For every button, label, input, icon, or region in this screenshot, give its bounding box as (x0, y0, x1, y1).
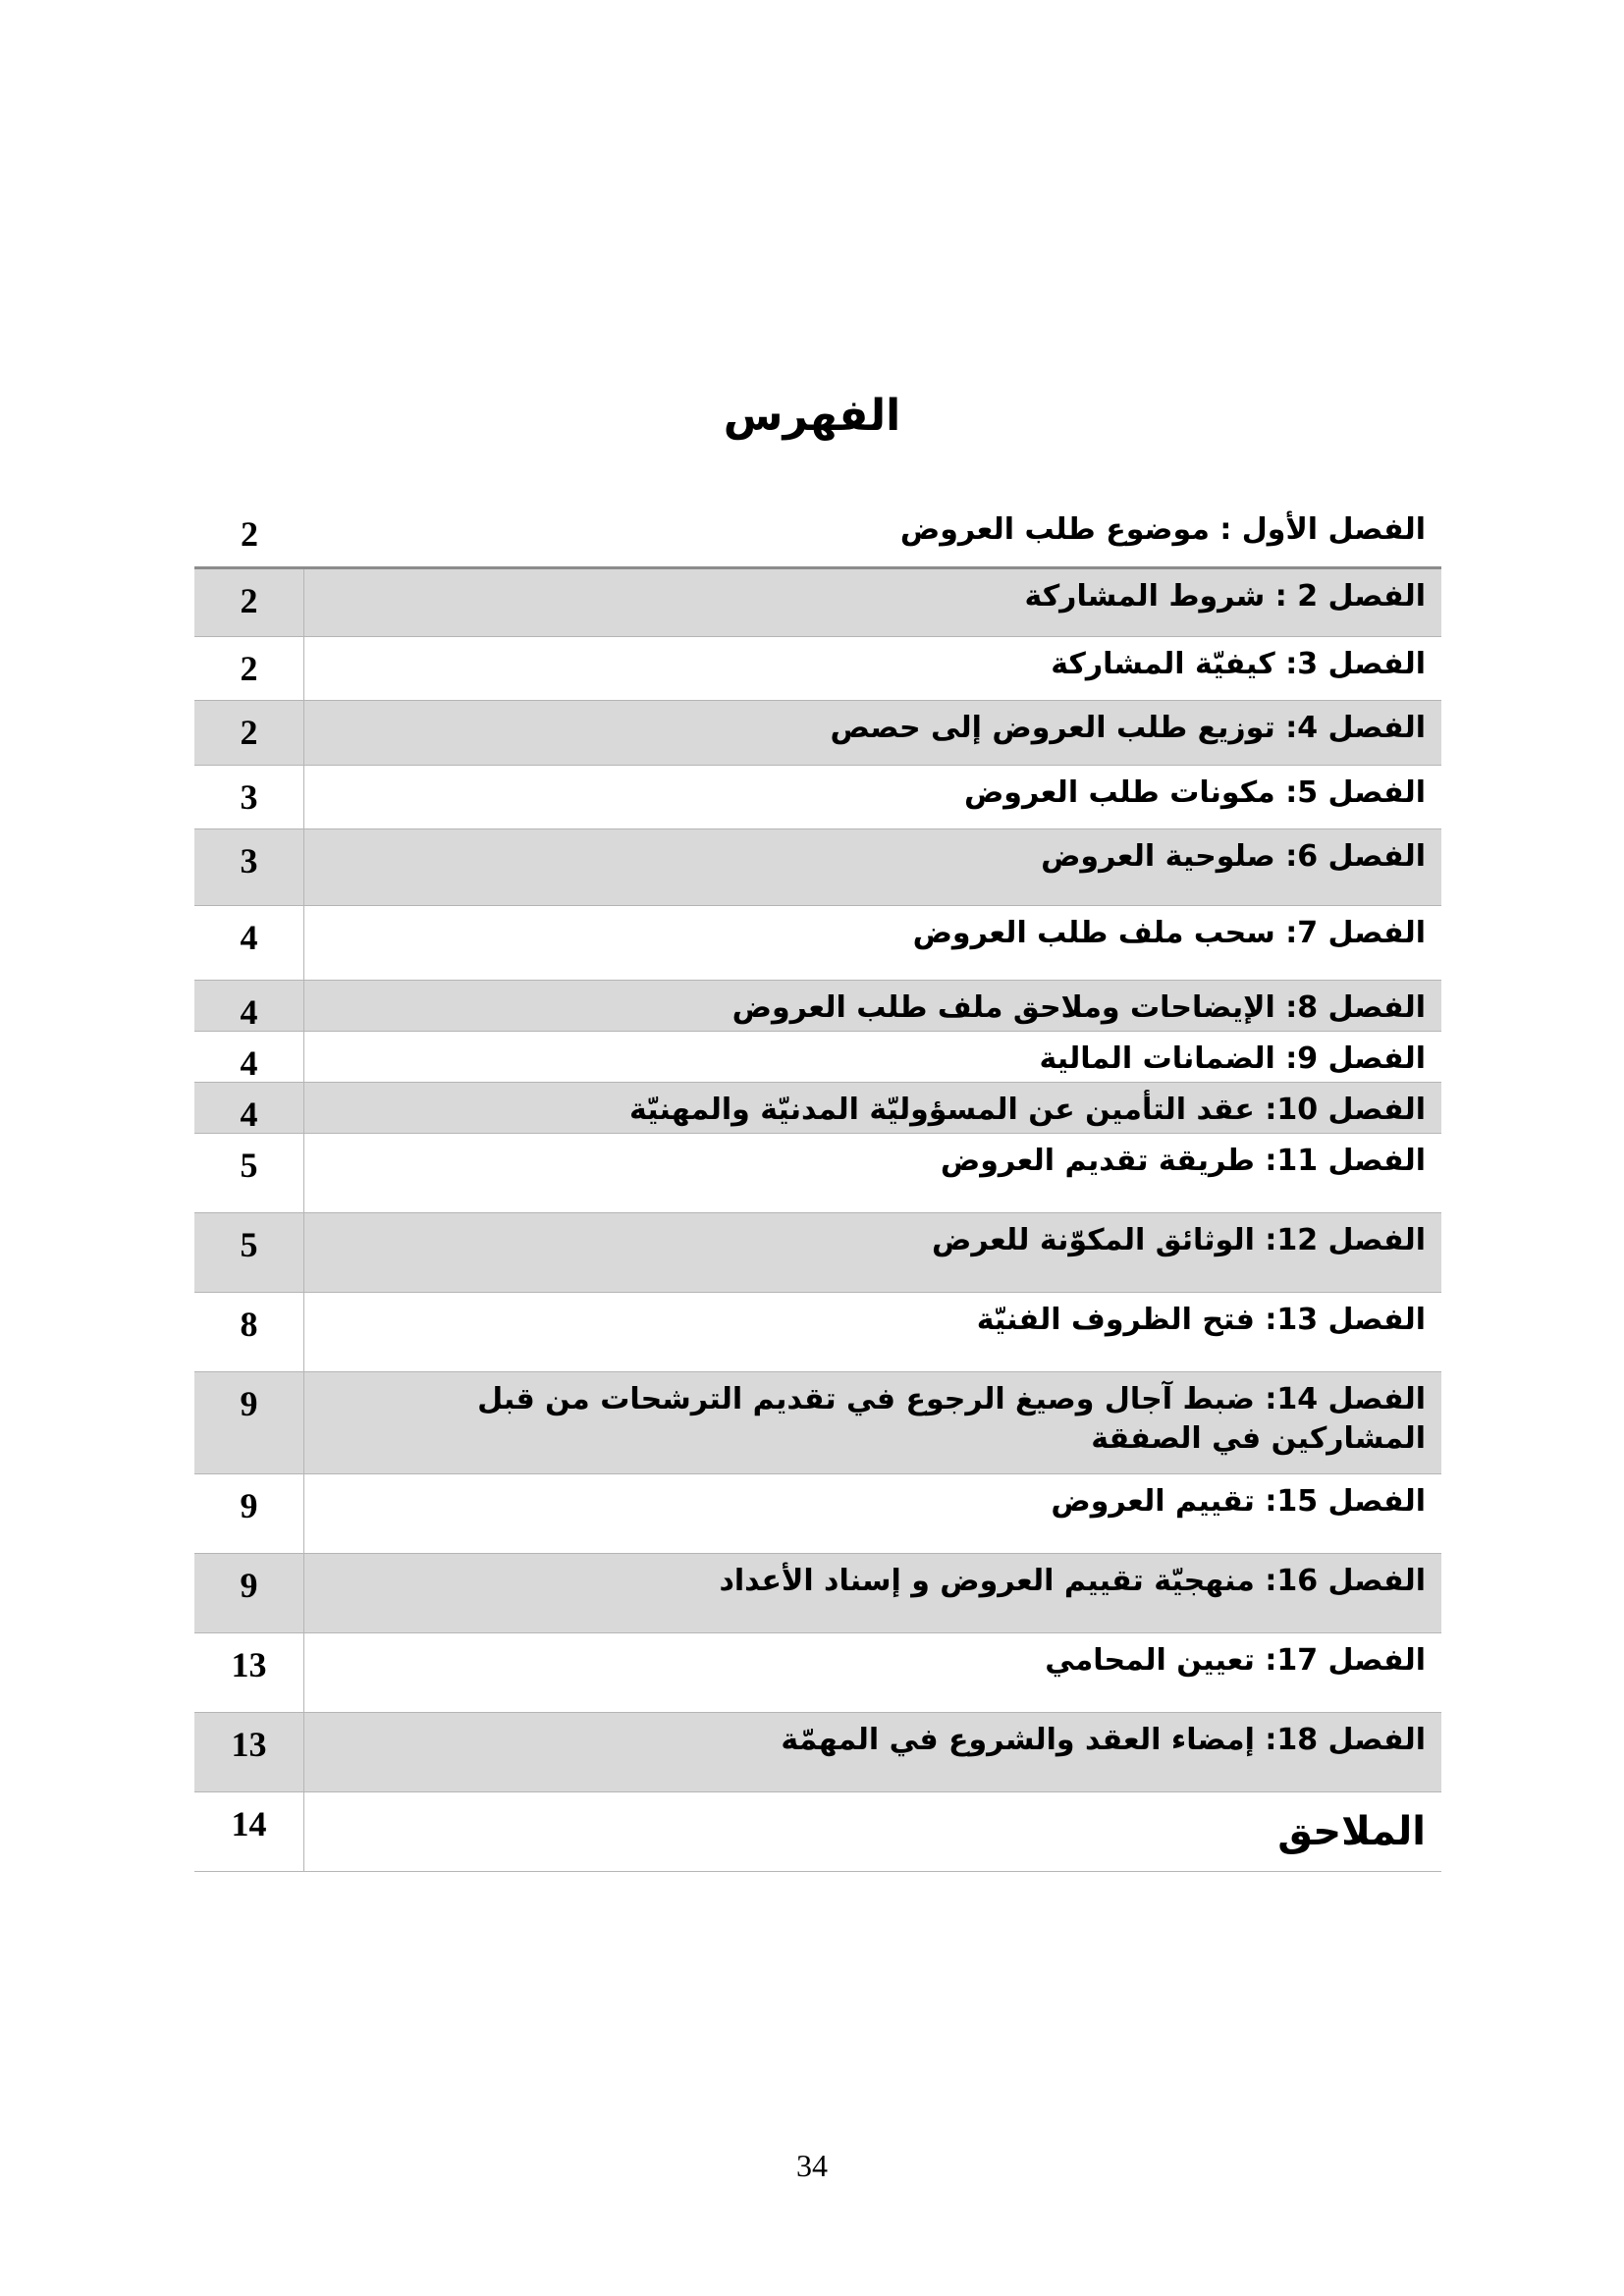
toc-page-number: 4 (194, 1032, 304, 1082)
toc-entry-title: الفصل 6: صلوحية العروض (304, 829, 1441, 905)
toc-page-number: 9 (194, 1554, 304, 1632)
toc-entry-title: الملاحق (1277, 1809, 1426, 1854)
toc-entry-title: الفصل 2 : شروط المشاركة (304, 569, 1441, 636)
toc-row (194, 906, 1441, 981)
toc-row (194, 1134, 1441, 1213)
toc-page-number: 8 (194, 1293, 304, 1371)
toc-entry-title: الفصل 12: الوثائق المكوّنة للعرض (304, 1213, 1441, 1292)
toc-page-number: 2 (194, 569, 304, 636)
toc-entry-title: الفصل 8: الإيضاحات وملاحق ملف طلب العروض (304, 981, 1441, 1031)
toc-entry-title: الفصل 14: ضبط آجال وصيغ الرجوع في تقديم الترشحات من قبل المشاركين في الصفقة (304, 1372, 1441, 1473)
toc-page-number: 4 (194, 906, 304, 980)
toc-page-number: 5 (194, 1213, 304, 1292)
toc-page-number: 2 (194, 701, 304, 765)
toc-page-number: 9 (194, 1474, 304, 1553)
toc-page-number: 3 (194, 829, 304, 905)
toc-row (194, 1293, 1441, 1372)
toc-page-number: 2 (194, 637, 304, 700)
toc-entry-title: الفصل 4: توزيع طلب العروض إلى حصص (304, 701, 1441, 765)
toc-row (194, 1792, 1441, 1872)
toc-row (194, 1032, 1441, 1083)
toc-page-number: 4 (194, 1083, 304, 1133)
toc-row (194, 1213, 1441, 1293)
table-of-contents (194, 503, 1441, 1872)
toc-row (194, 1474, 1441, 1554)
toc-row (194, 1713, 1441, 1792)
toc-row (194, 503, 1441, 569)
toc-entry-title: الفصل 3: كيفيّة المشاركة (1051, 647, 1426, 681)
toc-page-number: 2 (241, 514, 258, 554)
toc-page-number: 4 (194, 981, 304, 1031)
toc-row (194, 569, 1441, 637)
toc-entry-title: الفصل 10: عقد التأمين عن المسؤوليّة المدنيّة والمهنيّة (304, 1083, 1441, 1133)
toc-entry-title: الفصل 13: فتح الظروف الفنيّة (976, 1303, 1426, 1337)
page-title: الفهرس (723, 391, 901, 441)
toc-page-number: 14 (194, 1792, 304, 1871)
toc-entry-title: الفصل 9: الضمانات المالية (1039, 1041, 1426, 1076)
toc-page-number: 9 (194, 1372, 304, 1473)
toc-entry-title: الفصل 18: إمضاء العقد والشروع في المهمّة (304, 1713, 1441, 1791)
toc-entry-title: الفصل 15: تقييم العروض (1051, 1484, 1426, 1519)
toc-entry-title: الفصل 5: مكونات طلب العروض (963, 775, 1426, 810)
toc-row (194, 981, 1441, 1032)
toc-row (194, 1554, 1441, 1633)
toc-entry-title: الفصل 11: طريقة تقديم العروض (940, 1144, 1426, 1178)
toc-page-number: 13 (194, 1633, 304, 1712)
toc-page-number: 13 (194, 1713, 304, 1791)
toc-entry-title: الفصل الأول : موضوع طلب العروض (899, 512, 1426, 547)
page-number: 34 (796, 2148, 828, 2183)
toc-row (194, 637, 1441, 701)
toc-row (194, 1633, 1441, 1713)
toc-entry-title: الفصل 16: منهجيّة تقييم العروض و إسناد الأعداد (304, 1554, 1441, 1632)
toc-row (194, 701, 1441, 766)
toc-entry-title: الفصل 17: تعيين المحامي (1045, 1643, 1426, 1678)
toc-page-number: 3 (194, 766, 304, 828)
toc-row (194, 829, 1441, 906)
toc-row (194, 766, 1441, 829)
toc-row (194, 1372, 1441, 1474)
toc-page-number: 5 (194, 1134, 304, 1212)
toc-row (194, 1083, 1441, 1134)
toc-entry-title: الفصل 7: سحب ملف طلب العروض (912, 916, 1426, 950)
